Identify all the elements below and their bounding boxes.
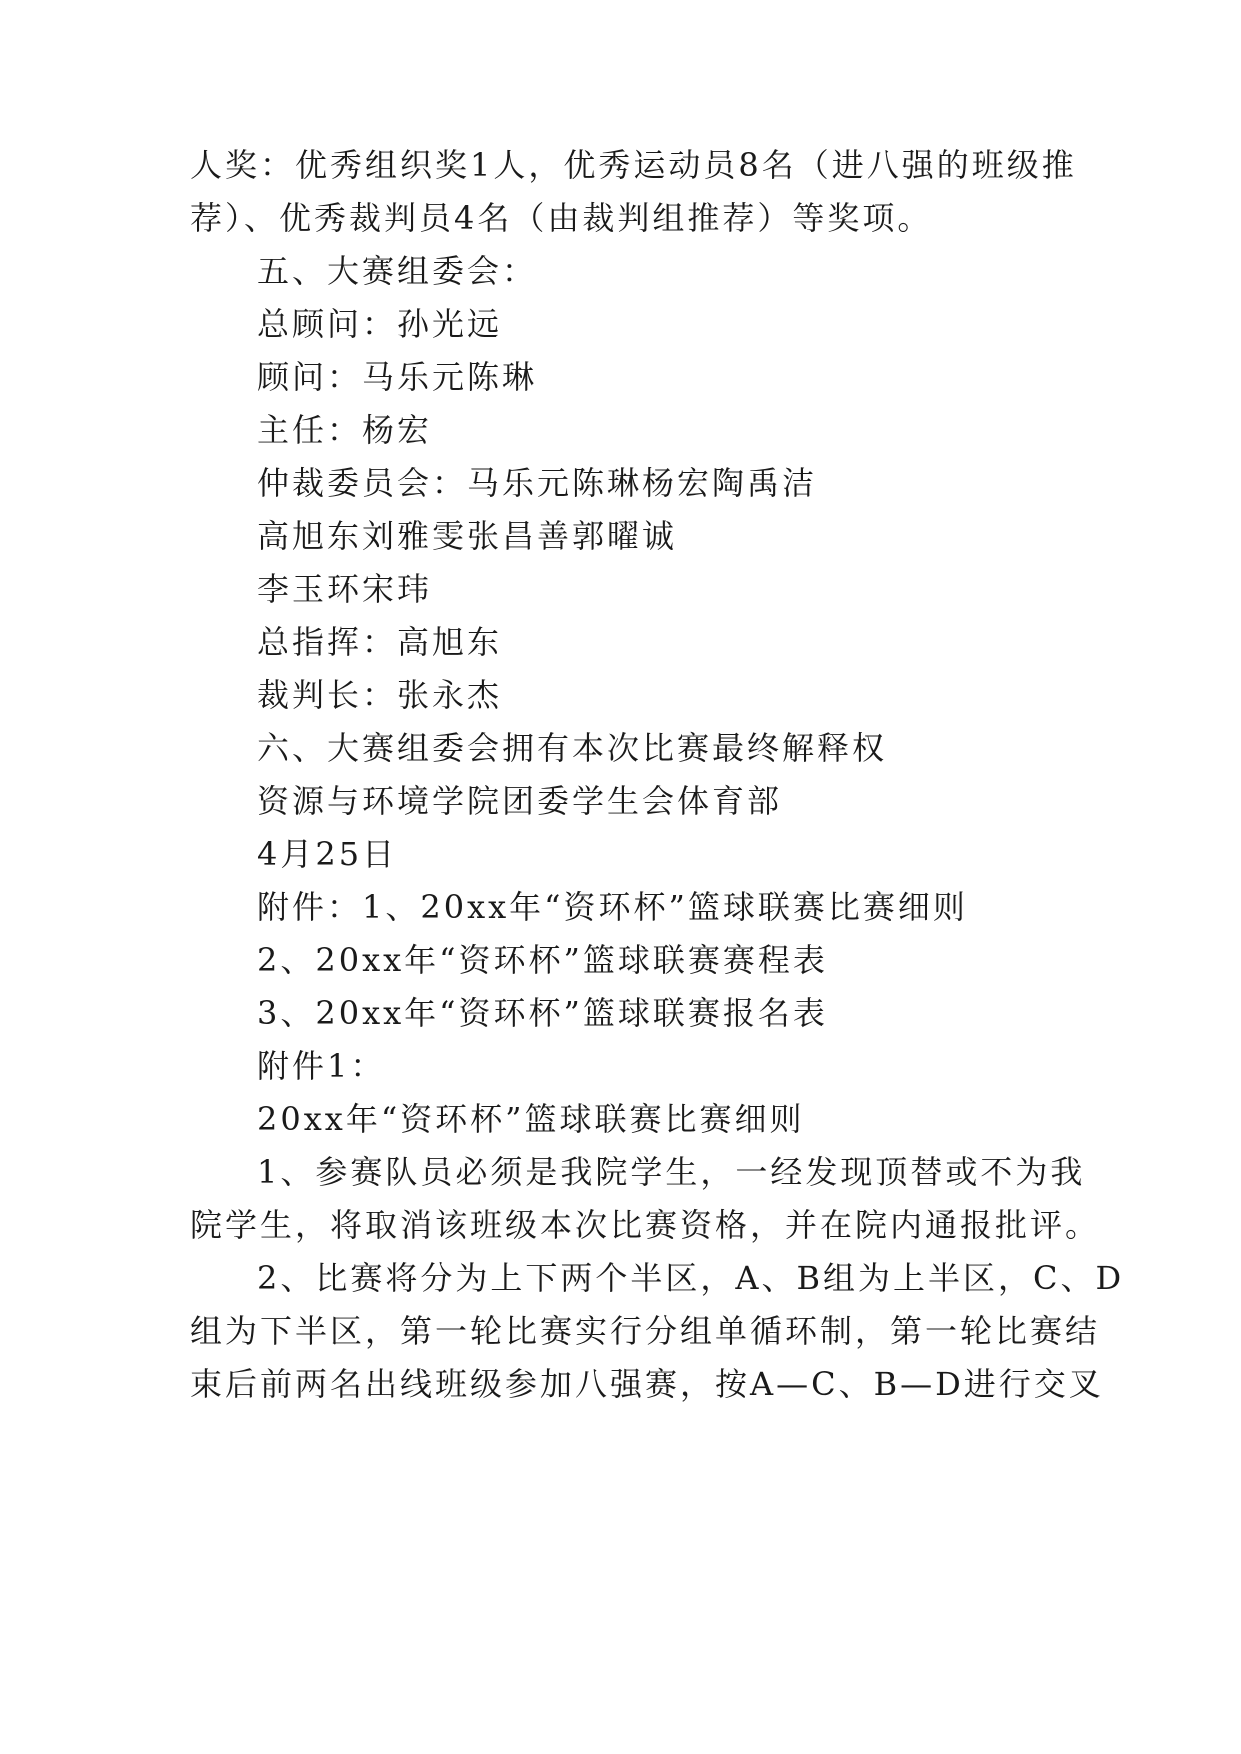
text-line: 束后前两名出线班级参加八强赛，按A—C、B—D进行交叉 — [190, 1365, 1104, 1403]
signature-org: 资源与环境学院团委学生会体育部 — [257, 782, 783, 820]
attachment-item: 附件：1、20xx年“资环杯”篮球联赛比赛细则 — [257, 888, 968, 926]
text-line: 李玉环宋玮 — [257, 570, 433, 608]
attachment-item: 2、20xx年“资环杯”篮球联赛赛程表 — [257, 941, 828, 979]
text-line: 主任：杨宏 — [257, 411, 433, 449]
section-heading: 五、大赛组委会： — [257, 252, 538, 290]
text-line: 仲裁委员会：马乐元陈琳杨宏陶禹洁 — [257, 464, 818, 502]
attachment-title: 20xx年“资环杯”篮球联赛比赛细则 — [257, 1100, 805, 1138]
text-line: 院学生，将取消该班级本次比赛资格，并在院内通报批评。 — [190, 1206, 1101, 1244]
text-line: 总顾问：孙光远 — [257, 305, 503, 343]
text-line: 组为下半区，第一轮比赛实行分组单循环制，第一轮比赛结 — [190, 1312, 1101, 1350]
text-line: 总指挥：高旭东 — [257, 623, 503, 661]
text-line: 裁判长：张永杰 — [257, 676, 503, 714]
text-line: 高旭东刘雅雯张昌善郭曜诚 — [257, 517, 678, 555]
attachment-label: 附件1： — [257, 1047, 386, 1085]
attachment-item: 3、20xx年“资环杯”篮球联赛报名表 — [257, 994, 828, 1032]
text-line: 2、比赛将分为上下两个半区，A、B组为上半区，C、D — [257, 1259, 1125, 1297]
signature-date: 4月25日 — [257, 835, 398, 873]
text-line: 1、参赛队员必须是我院学生，一经发现顶替或不为我 — [257, 1153, 1086, 1191]
section-heading: 六、大赛组委会拥有本次比赛最终解释权 — [257, 729, 888, 767]
text-line: 荐）、优秀裁判员4名（由裁判组推荐）等奖项。 — [190, 199, 933, 237]
text-line: 人奖：优秀组织奖1人，优秀运动员8名（进八强的班级推 — [190, 146, 1077, 184]
text-line: 顾问：马乐元陈琳 — [257, 358, 538, 396]
